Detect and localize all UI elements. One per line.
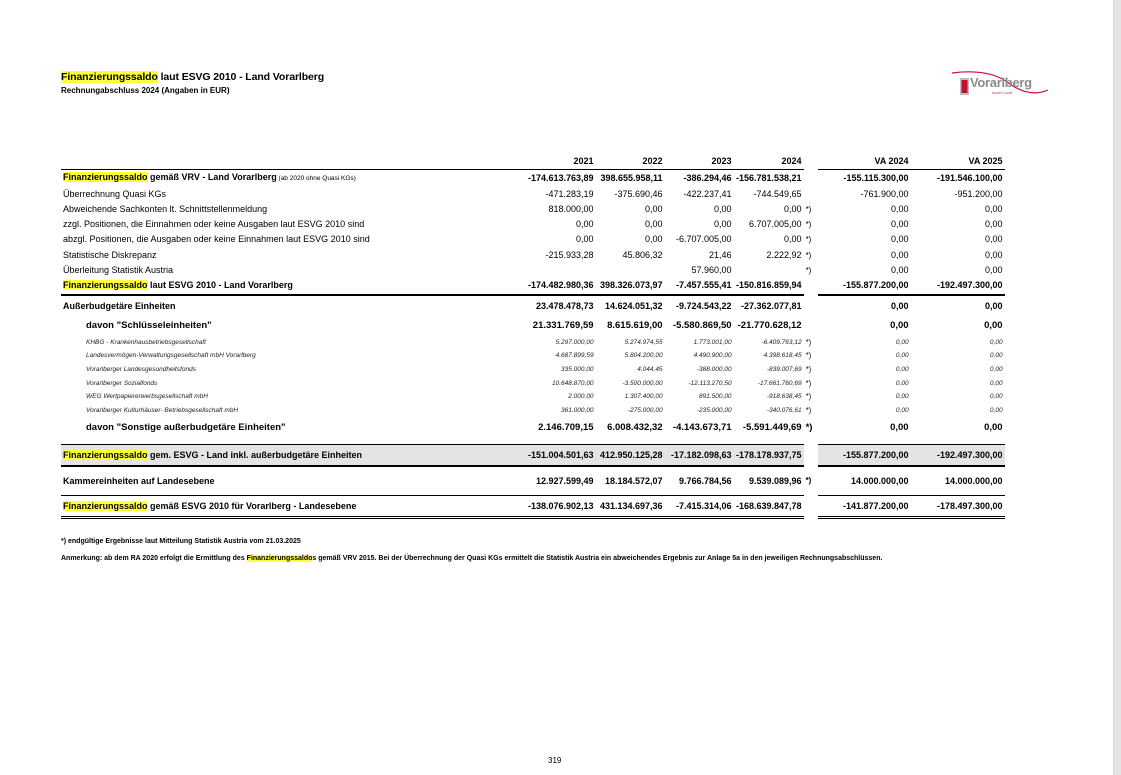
value-2023: 9.766.784,56 [679,475,732,486]
value-2021: 4.687.899,59 [555,352,594,360]
value-va-2024: 0,00 [890,421,909,433]
value-2024: -6.409.763,12 [761,338,802,346]
footnote-marker [804,295,818,316]
value-va-2024: 14.000.000,00 [851,475,909,486]
value-2024: 4.398.618,45 [763,352,802,360]
value-2023: -386.294,46 [683,172,732,183]
value-2022: 5.274.974,55 [624,338,663,346]
value-2022: 0,00 [645,219,663,230]
value-2023: -7.415.314,06 [665,495,734,517]
column-header: 2021 [526,154,596,170]
value-2021: -174.482.980,36 [526,278,596,294]
row-label [61,377,526,391]
value-2024: -21.770.628,12 [737,319,802,331]
row-label [61,187,526,202]
value-va-2025: 0,00 [984,319,1003,331]
label-highlight: Finanzierungssaldo [63,500,148,511]
value-2024: -744.549,65 [753,188,802,199]
value-va-2024: 0,00 [895,366,909,374]
table-row [61,217,1005,232]
row-label [61,202,526,217]
value-va-2025: 14.000.000,00 [945,475,1003,486]
value-2023: -388.000,00 [696,366,732,374]
value-2024: 6.707.005,00 [749,219,802,230]
financial-table [61,154,1005,519]
value-va-2024: 0,00 [895,338,909,346]
value-2022: -375.690,46 [614,188,663,199]
column-header: 2024 [734,154,804,170]
footnote-marker: *) [805,250,812,260]
row-label [61,248,526,263]
remark-highlight: Finanzierungssaldo [246,555,313,562]
row-label [61,232,526,247]
value-2023: -7.457.555,41 [665,278,734,294]
footnote-marker [804,444,818,466]
saldo-row [61,278,1005,294]
value-2021: 361.000,00 [561,407,594,415]
row-label [61,390,526,404]
value-2022: 5.804.200,00 [624,352,663,360]
value-2022: 14.624.051,32 [605,300,663,311]
value-va-2025: 0,00 [985,203,1003,214]
value-va-2024: 0,00 [891,265,909,276]
label-text: davon "Sonstige außerbudgetäre Einheiten" [86,421,286,433]
logo-text: Vorarlberg [970,75,1032,90]
value-2021: 5.297.000,00 [555,338,594,346]
label-text: Landesvermögen-Verwaltungsgesellschaft mbH Vorarlberg [86,352,256,360]
column-header: VA 2025 [911,154,1005,170]
label-text: Überrechnung Quasi KGs [63,188,167,199]
value-va-2024: 0,00 [890,319,909,331]
row-label [61,418,526,438]
value-2024: -27.362.077,81 [741,300,802,311]
footnote-marker: *) [805,235,812,245]
sub-unit-row [61,377,1005,391]
label-text: Kammereinheiten auf Landesebene [63,475,215,486]
value-va-2025: 0,00 [984,421,1003,433]
title-highlight: Finanzierungssaldo [61,71,158,83]
footnote-marker: *) [805,406,812,416]
value-va-2024: 0,00 [891,249,909,260]
value-2021: -215.933,28 [545,249,594,260]
value-2024: -5.591.449,69 [742,421,802,433]
value-va-2025: -192.497.300,00 [911,278,1005,294]
value-va-2024: 0,00 [895,393,909,401]
value-2021: 335.000,00 [561,366,594,374]
value-2023: -9.724.543,22 [676,300,732,311]
footnote-marker [804,278,818,294]
value-2022: 8.615.619,00 [607,319,663,331]
value-2024: 0,00 [784,234,802,245]
value-2022: 398.655.958,11 [600,172,663,183]
label-text: davon "Schlüsseleinheiten" [86,319,212,331]
value-va-2024: -155.877.200,00 [818,278,911,294]
row-label [61,295,526,316]
label-text: Vorarlberger Kulturhäuser- Betriebsgesellschaft mbH [86,407,239,415]
value-2021: 21.331.769,59 [532,319,594,331]
table-row [61,248,1005,263]
footnote-marker: *) [805,421,813,433]
label-text: Vorarlberger Landesgesundheitsfonds [86,366,196,374]
footnote-marker [804,170,818,187]
value-va-2025: -951.200,00 [954,188,1003,199]
page-subtitle: Rechnungabschluss 2024 (Angaben in EUR) [61,86,230,95]
row-label [61,336,526,350]
value-2022: 0,00 [645,234,663,245]
remark-post: s gemäß VRV 2015. Bei der Überrechnung der Quasi KGs ermittelt die Statistik Austria ein abweichendes Ergebnis zur Anlage 5a in den jeweiligen Rechnungsabschlüssen. [312,555,883,562]
value-2022: -3.500.000,00 [622,379,663,387]
saldo-landesebene-row [61,495,1005,517]
sub-unit-row [61,336,1005,350]
value-2023: -17.182.098,63 [665,444,734,466]
header-gap [804,154,818,170]
value-2024: -340.076,61 [766,407,802,415]
value-va-2025: 0,00 [989,393,1003,401]
schluessel-row [61,316,1005,336]
footnote-marker: *) [805,392,812,402]
kammer-row [61,466,1005,496]
value-2023: 0,00 [714,219,732,230]
table-row [61,202,1005,217]
label-text: gemäß VRV - Land Vorarlberg [147,172,277,183]
value-2021: 818.000,00 [548,203,594,214]
label-highlight: Finanzierungssaldo [63,172,148,183]
value-2024: -17.661.760,69 [757,379,802,387]
value-2023: 1.773.001,00 [693,338,732,346]
label-text: KHBG - Krankenhausbetriebsgesellschaft [86,338,206,346]
header-row [61,154,1005,170]
column-header: 2022 [596,154,665,170]
sub-unit-row [61,363,1005,377]
value-2024: -150.816.859,94 [734,278,804,294]
row-label [61,404,526,418]
value-2022: 431.134.697,36 [596,495,665,517]
label-text: Vorarlberger Sozialfonds [86,379,158,387]
value-2024: 2.222,92 [766,249,802,260]
label-text: Abweichende Sachkonten lt. Schnittstellenmeldung [63,203,268,214]
label-text: abzgl. Positionen, die Ausgaben oder keine Einnahmen laut ESVG 2010 sind [63,234,370,245]
saldo-inkl-row [61,444,1005,466]
value-2023: 57.960,00 [691,265,732,276]
value-2021: 2.000,00 [568,393,594,401]
value-2022: 1.307.400,00 [624,393,663,401]
value-2024: -156.781.538,21 [736,172,802,183]
value-va-2025: 0,00 [989,407,1003,415]
value-va-2024: 0,00 [895,407,909,415]
remark [61,555,882,562]
remark-pre: Anmerkung: ab dem RA 2020 erfolgt die Ermittlung des [61,555,247,562]
label-text: Statistische Diskrepanz [63,249,157,260]
value-va-2025: 0,00 [985,265,1003,276]
value-2021: 0,00 [576,219,594,230]
value-va-2024: -155.115.300,00 [843,172,909,183]
value-va-2025: 0,00 [985,219,1003,230]
value-2022: 0,00 [645,203,663,214]
value-2022: 18.184.572,07 [605,475,663,486]
sonstige-row [61,418,1005,438]
page-title [61,71,324,83]
label-text: gem. ESVG - Land inkl. außerbudgetäre Einheiten [147,449,363,460]
footnote-marker: *) [805,378,812,388]
value-2023: -235.000,00 [696,407,732,415]
value-2022 [596,263,665,278]
label-text: zzgl. Positionen, die Einnahmen oder keine Ausgaben laut ESVG 2010 sind [63,219,365,230]
value-va-2025: 0,00 [985,234,1003,245]
value-2021: -138.076.902,13 [526,495,596,517]
value-2023: -4.143.673,71 [672,421,732,433]
value-2023: -422.237,41 [683,188,732,199]
sub-unit-row [61,390,1005,404]
footnote-marker: *) [805,266,812,276]
value-2024: 9.539.089,96 [749,475,802,486]
value-2022: -275.000,00 [627,407,663,415]
value-2021 [526,263,596,278]
row-label [61,170,526,187]
row-label [61,444,526,466]
value-2023: 4.490.900,00 [693,352,732,360]
logo-tagline: unser Land [992,90,1013,95]
column-header: 2023 [665,154,734,170]
footnote: *) endgültige Ergebnisse laut Mitteilung Statistik Austria vom 21.03.2025 [61,538,301,545]
value-2022: 412.950.125,28 [596,444,665,466]
table-row [61,263,1005,278]
value-2024 [734,263,804,278]
value-va-2024: 0,00 [895,379,909,387]
row-label [61,495,526,517]
table-row [61,232,1005,247]
row-label [61,263,526,278]
page-number: 319 [548,756,562,765]
label-highlight: Finanzierungssaldo [63,449,148,460]
label-text: Überleitung Statistik Austria [63,265,174,276]
value-2023: -12.113.270,50 [688,379,732,387]
value-2024: 0,00 [784,203,802,214]
value-2021: -471.283,19 [545,188,594,199]
value-2021: 2.146.709,15 [538,421,594,433]
value-2023: 891.500,00 [699,393,732,401]
row-label [61,349,526,363]
value-va-2025: 0,00 [985,249,1003,260]
value-2021: -151.004.501,63 [526,444,596,466]
value-2024: -918.638,45 [766,393,802,401]
value-2023: -5.580.869,50 [672,319,732,331]
value-va-2025: 0,00 [989,366,1003,374]
sub-unit-row [61,404,1005,418]
value-2024: -178.178.937,75 [734,444,804,466]
value-va-2024: -141.877.200,00 [818,495,911,517]
footnote-marker [804,495,818,517]
value-va-2024: 0,00 [891,203,909,214]
label-text: WEG Wertpapiererwerbsgesellschaft mbH [86,393,208,401]
value-va-2025: -192.497.300,00 [911,444,1005,466]
value-2021: -174.613.763,89 [528,172,594,183]
label-text: gemäß ESVG 2010 für Vorarlberg - Landesebene [147,500,357,511]
sub-unit-row [61,349,1005,363]
footnote-marker: *) [805,475,812,485]
value-2024: -168.639.847,78 [734,495,804,517]
value-2021: 12.927.599,49 [536,475,594,486]
footnote-marker: *) [805,365,812,375]
row-label [61,217,526,232]
footnote-marker: *) [805,204,812,214]
value-va-2024: 0,00 [891,300,909,311]
saldo-row [61,170,1005,187]
footnote-marker: *) [805,337,812,347]
value-va-2025: 0,00 [989,338,1003,346]
value-2021: 23.478.478,73 [536,300,594,311]
column-header: VA 2024 [818,154,911,170]
value-2022: 398.326.073,97 [596,278,665,294]
value-va-2025: -178.497.300,00 [911,495,1005,517]
row-label [61,316,526,336]
vorarlberg-logo [950,70,1050,100]
label-note: (ab 2020 ohne Quasi KGs) [276,175,356,183]
value-va-2025: 0,00 [989,352,1003,360]
label-highlight: Finanzierungssaldo [63,280,148,291]
row-label [61,363,526,377]
footnote-marker [804,187,818,202]
value-va-2025: -191.546.100,00 [937,172,1003,183]
value-2022: 6.008.432,32 [607,421,663,433]
footnote-marker [804,316,818,336]
value-2023: 0,00 [714,203,732,214]
value-va-2024: 0,00 [895,352,909,360]
value-va-2025: 0,00 [985,300,1003,311]
ausserbudgetaer-row [61,295,1005,316]
footnote-marker: *) [805,220,812,230]
label-text: Außerbudgetäre Einheiten [63,300,176,311]
value-va-2024: 0,00 [891,219,909,230]
footnote-marker: *) [805,351,812,361]
value-2023: -6.707.005,00 [676,234,732,245]
value-2021: 0,00 [576,234,594,245]
value-va-2024: -155.877.200,00 [818,444,911,466]
value-2022: 4.044,45 [637,366,663,374]
value-2021: 10.648.870,00 [551,379,594,387]
value-2023: 21,46 [709,249,732,260]
value-va-2024: -761.900,00 [860,188,909,199]
value-2024: -839.007,69 [766,366,802,374]
row-label [61,466,526,496]
scrollbar[interactable] [1113,0,1121,775]
label-text: laut ESVG 2010 - Land Vorarlberg [147,280,293,291]
value-va-2024: 0,00 [891,234,909,245]
table-row [61,187,1005,202]
value-va-2025: 0,00 [989,379,1003,387]
row-label [61,278,526,294]
header-label [61,154,526,170]
title-rest: laut ESVG 2010 - Land Vorarlberg [157,71,325,83]
value-2022: 45.806,32 [622,249,663,260]
